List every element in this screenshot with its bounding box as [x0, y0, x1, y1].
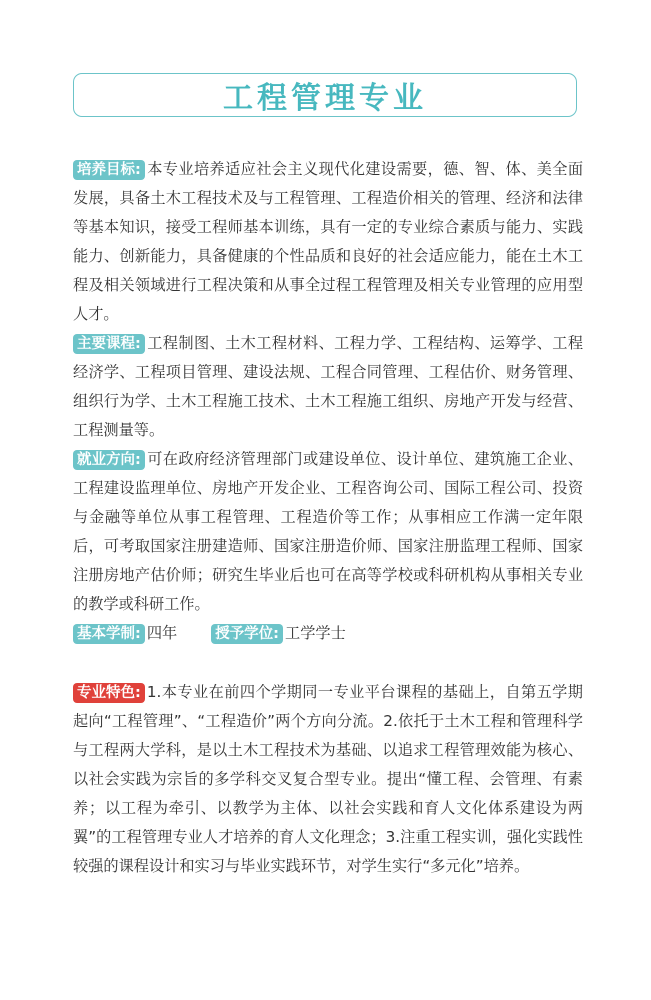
- career-label: 就业方向:: [73, 450, 145, 470]
- features-text: 1.本专业在前四个学期同一专业平台课程的基础上，自第五学期起向“工程管理”、“工程造价”两个方向分流。2.依托于土木工程和管理科学与工程两大学科，是以土木工程技术为基础、以追求工程管理效能为核心、以社会实践为宗旨的多学科交叉复合型专业。提出“懂工程、会管理、有素养；以工程为牵引、以教学为主体、以社会实践和育人文化体系建设为两翼”的工程管理专业人才培养的育人文化理念；3.注重工程实训，强化实践性较强的课程设计和实习与毕业实践环节，对学生实行“多元化”培养。: [73, 683, 583, 875]
- courses-paragraph: [73, 329, 583, 445]
- courses-label: 主要课程:: [73, 334, 145, 354]
- features-paragraph: [73, 678, 583, 881]
- duration-degree-line: [73, 619, 583, 648]
- degree-label: 授予学位:: [211, 624, 283, 644]
- content: [73, 155, 583, 881]
- goal-text: 本专业培养适应社会主义现代化建设需要，德、智、体、美全面发展，具备土木工程技术及与工程管理、工程造价相关的管理、经济和法律等基本知识，接受工程师基本训练，具有一定的专业综合素质与能力、实践能力、创新能力，具备健康的个性品质和良好的社会适应能力，能在土木工程及相关领域进行工程决策和从事全过程工程管理及相关专业管理的应用型人才。: [73, 160, 583, 323]
- section-spacer: [73, 648, 583, 678]
- degree-value: 工学学士: [285, 624, 346, 642]
- title-box: [73, 73, 577, 117]
- goal-paragraph: [73, 155, 583, 329]
- features-label: 专业特色:: [73, 683, 145, 703]
- page-title: 工程管理专业: [223, 81, 427, 116]
- career-paragraph: [73, 445, 583, 619]
- goal-label: 培养目标:: [73, 160, 145, 180]
- duration-value: 四年: [146, 624, 178, 642]
- courses-text: 工程制图、土木工程材料、工程力学、工程结构、运筹学、工程经济学、工程项目管理、建设法规、工程合同管理、工程估价、财务管理、组织行为学、土木工程施工技术、土木工程施工组织、房地产开发与经营、工程测量等。: [73, 334, 583, 439]
- duration-label: 基本学制:: [73, 624, 145, 644]
- career-text: 可在政府经济管理部门或建设单位、设计单位、建筑施工企业、工程建设监理单位、房地产开发企业、工程咨询公司、国际工程公司、投资与金融等单位从事工程管理、工程造价等工作；从事相应工作满一定年限后，可考取国家注册建造师、国家注册造价师、国家注册监理工程师、国家注册房地产估价师；研究生毕业后也可在高等学校或科研机构从事相关专业的教学或科研工作。: [73, 450, 583, 613]
